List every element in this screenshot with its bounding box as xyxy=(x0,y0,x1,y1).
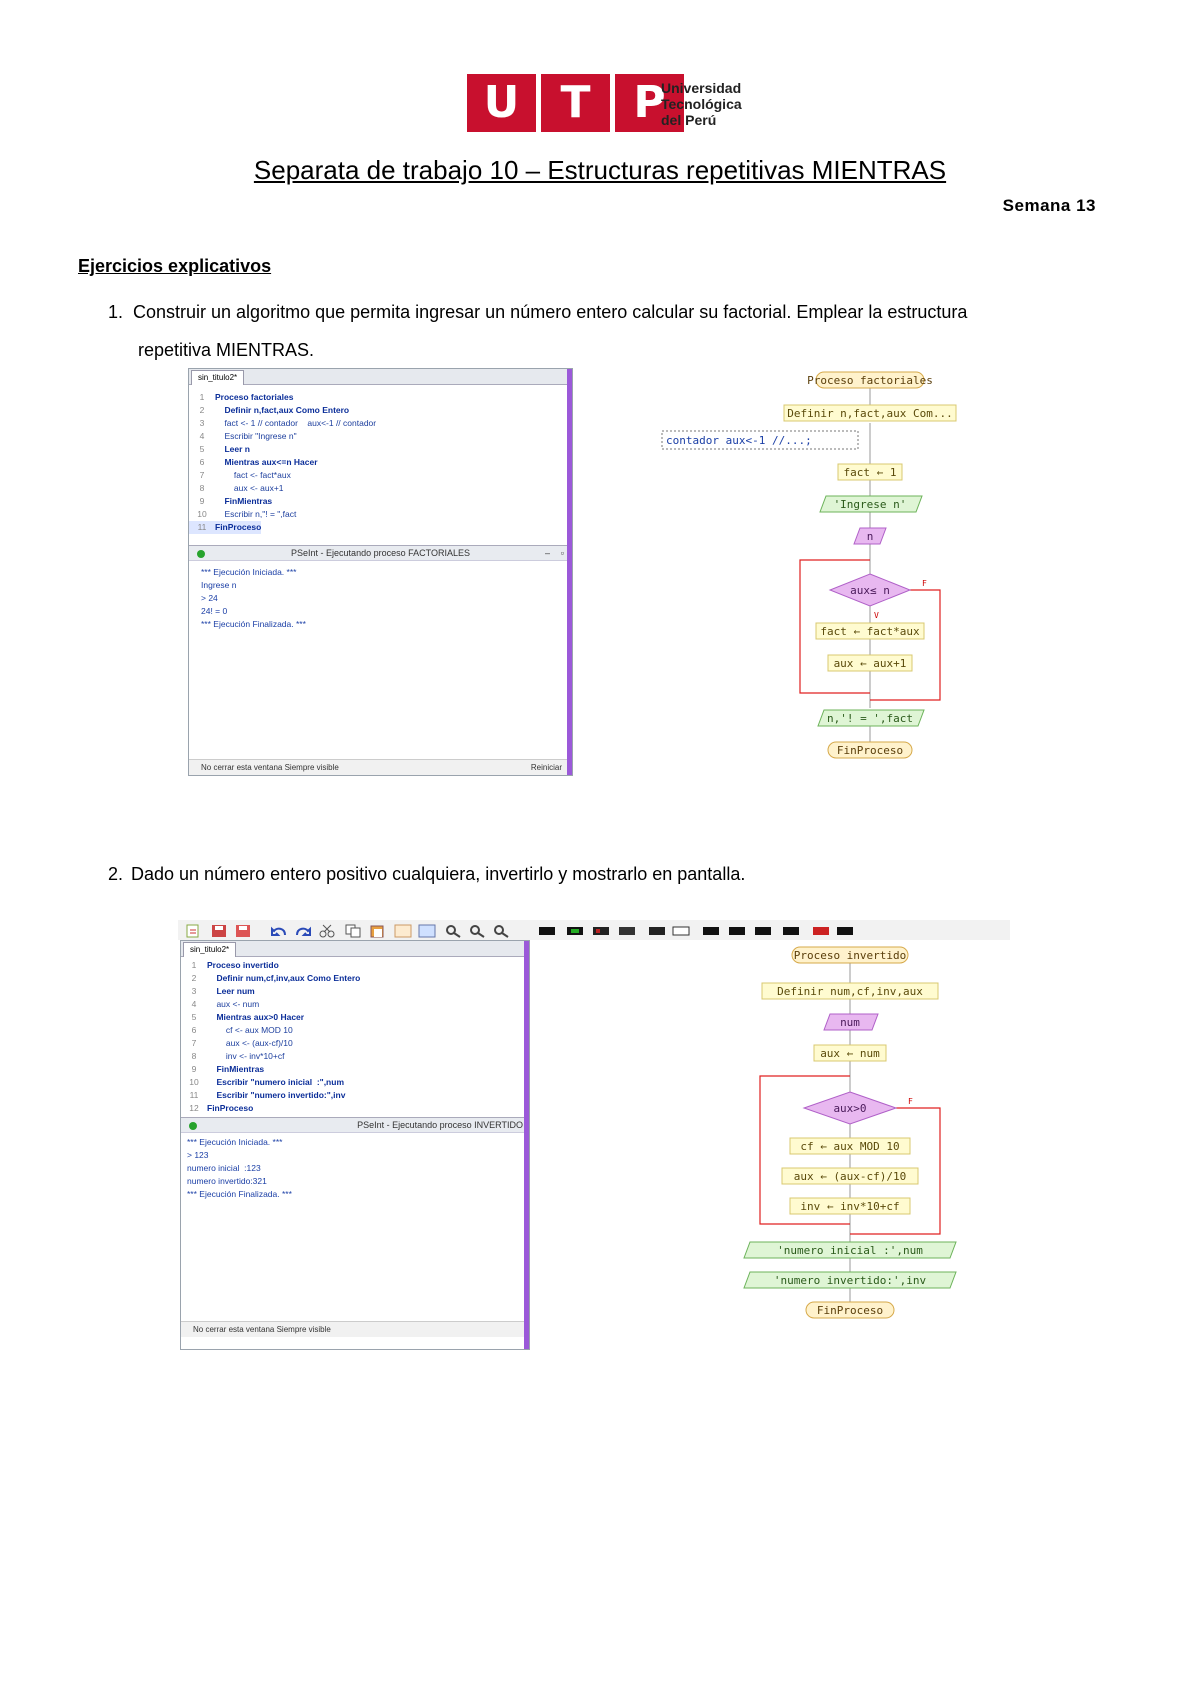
config-icon[interactable] xyxy=(754,924,772,938)
svg-text:FinProceso: FinProceso xyxy=(836,744,904,757)
indent-icon[interactable] xyxy=(394,924,412,938)
editor-tab[interactable]: sin_titulo2* xyxy=(191,370,244,385)
options-icon[interactable] xyxy=(782,924,800,938)
exercise-2-number: 2. xyxy=(108,864,124,884)
svg-text:V: V xyxy=(874,611,879,620)
svg-text:Proceso invertido: Proceso invertido xyxy=(793,949,907,962)
svg-text:num: num xyxy=(840,1016,860,1029)
svg-text:Definir num,cf,inv,aux: Definir num,cf,inv,aux xyxy=(777,985,923,998)
flowchart-icon[interactable] xyxy=(648,924,666,938)
code-area[interactable]: 1 Proceso factoriales 2 Definir n,fact,aux Como Entero 3 fact <- 1 // contador aux<-1 // contador 4 Escribir "Ingrese n" 5 Leer n 6 Mientras aux<=n Hacer 7 fact <- fact*aux 8 aux <- aux+1 9 FinMientras 10 Escribir n,"! = ",fact 11 FinProceso xyxy=(189,385,569,565)
document-title: Separata de trabajo 10 – Estructuras repetitivas MIENTRAS xyxy=(253,155,947,185)
logo-letter-p: P xyxy=(615,74,684,132)
search-icon[interactable] xyxy=(444,924,462,938)
redo-icon[interactable] xyxy=(294,924,312,938)
svg-text:aux≤ n: aux≤ n xyxy=(850,584,890,597)
variables-icon[interactable] xyxy=(618,924,636,938)
console-titlebar: PSeInt - Ejecutando proceso INVERTIDO xyxy=(181,1117,529,1133)
splitter-bar[interactable] xyxy=(567,369,572,775)
svg-text:'numero invertido:',inv: 'numero invertido:',inv xyxy=(773,1274,927,1287)
svg-text:FinProceso: FinProceso xyxy=(816,1304,884,1317)
svg-text:cf ← aux MOD 10: cf ← aux MOD 10 xyxy=(800,1140,900,1153)
console-output: *** Ejecución Iniciada. *** > 123 numero inicial :123 numero invertido:321 *** Ejecución Finalizada. *** xyxy=(187,1137,292,1199)
svg-text:Proceso factoriales: Proceso factoriales xyxy=(807,374,933,387)
cut-icon[interactable] xyxy=(318,924,336,938)
pseint-toolbar xyxy=(178,920,1010,940)
splitter-bar[interactable] xyxy=(524,941,529,1349)
svg-text:'numero inicial :',num: 'numero inicial :',num xyxy=(777,1244,923,1257)
svg-text:contador aux<-1 //...;: contador aux<-1 //...; xyxy=(666,434,812,447)
console-statusbar xyxy=(189,759,572,775)
logo-letter-t: T xyxy=(541,74,610,132)
week-label: Semana 13 xyxy=(1002,196,1096,215)
debug-icon[interactable] xyxy=(592,924,610,938)
replace-icon[interactable] xyxy=(492,924,510,938)
format-icon[interactable] xyxy=(418,924,436,938)
svg-text:n: n xyxy=(866,530,874,543)
svg-text:aux ← num: aux ← num xyxy=(820,1047,880,1060)
step-run-icon[interactable] xyxy=(566,924,584,938)
save-icon[interactable] xyxy=(210,924,228,938)
svg-text:aux ← (aux-cf)/10: aux ← (aux-cf)/10 xyxy=(793,1170,907,1183)
undo-icon[interactable] xyxy=(270,924,288,938)
flowchart-2 xyxy=(720,944,990,1344)
export-icon[interactable] xyxy=(672,924,690,938)
status-options[interactable]: No cerrar esta ventana Siempre visible xyxy=(201,763,339,772)
pseint-editor-window-1 xyxy=(188,368,573,776)
svg-text:aux>0: aux>0 xyxy=(833,1102,867,1115)
help-icon[interactable] xyxy=(702,924,720,938)
code-area[interactable]: 1 Proceso invertido 2 Definir num,cf,inv,aux Como Entero 3 Leer num 4 aux <- num 5 Mientras aux>0 Hacer 6 cf <- aux MOD 10 7 aux <- (aux-cf)/10 8 inv <- inv*10+cf 9 FinMientras 10 Escribir "numero inicial :",num 11 Escribir "numero invertido:",inv 12 FinProceso xyxy=(189,960,361,1113)
status-options[interactable]: No cerrar esta ventana Siempre visible xyxy=(193,1325,331,1334)
svg-text:aux ← aux+1: aux ← aux+1 xyxy=(833,657,907,670)
svg-text:Definir n,fact,aux Com...: Definir n,fact,aux Com... xyxy=(787,407,953,420)
exercise-2-text: Dado un número entero positivo cualquiera, invertirlo y mostrarlo en pantalla. xyxy=(131,864,746,884)
svg-text:F: F xyxy=(908,1097,913,1106)
pseint-editor-window-2 xyxy=(180,940,530,1350)
console-output: *** Ejecución Iniciada. *** Ingrese n > 24 24! = 0 *** Ejecución Finalizada. *** xyxy=(201,567,306,629)
record-icon[interactable] xyxy=(812,924,830,938)
copy-icon[interactable] xyxy=(344,924,362,938)
svg-text:fact ← 1: fact ← 1 xyxy=(843,466,897,479)
logo-university-name: Universidad Tecnológica del Perú xyxy=(661,80,742,128)
svg-text:fact ← fact*aux: fact ← fact*aux xyxy=(820,625,920,638)
profile-icon[interactable] xyxy=(728,924,746,938)
loop-exit-line xyxy=(870,590,940,700)
exercise-1-text-line1: Construir un algoritmo que permita ingresar un número entero calcular su factorial. Emplear la estructura xyxy=(133,302,968,322)
svg-text:inv ← inv*10+cf: inv ← inv*10+cf xyxy=(800,1200,900,1213)
run-icon xyxy=(197,550,205,558)
run-icon[interactable] xyxy=(538,924,556,938)
minimize-icon[interactable]: – xyxy=(544,548,550,558)
save-as-icon[interactable] xyxy=(234,924,252,938)
restart-button[interactable]: Reiniciar xyxy=(530,763,562,772)
console-titlebar: PSeInt - Ejecutando proceso FACTORIALES – ▫ xyxy=(189,545,572,561)
editor-tab[interactable]: sin_titulo2* xyxy=(183,942,236,957)
stop-icon[interactable] xyxy=(836,924,854,938)
flowchart-1 xyxy=(650,368,980,778)
find-next-icon[interactable] xyxy=(468,924,486,938)
exercise-1-number: 1. xyxy=(108,302,124,322)
svg-text:'Ingrese n': 'Ingrese n' xyxy=(833,498,907,511)
section-heading: Ejercicios explicativos xyxy=(78,256,272,276)
maximize-icon[interactable]: ▫ xyxy=(560,548,564,558)
new-file-icon[interactable] xyxy=(184,924,202,938)
svg-text:F: F xyxy=(922,579,927,588)
svg-text:n,'! = ',fact: n,'! = ',fact xyxy=(826,712,914,725)
run-icon xyxy=(189,1122,197,1130)
paste-icon[interactable] xyxy=(368,924,386,938)
logo-letter-u: U xyxy=(467,74,536,132)
console-statusbar xyxy=(181,1321,529,1337)
exercise-1-text-line2: repetitiva MIENTRAS. xyxy=(138,340,315,360)
